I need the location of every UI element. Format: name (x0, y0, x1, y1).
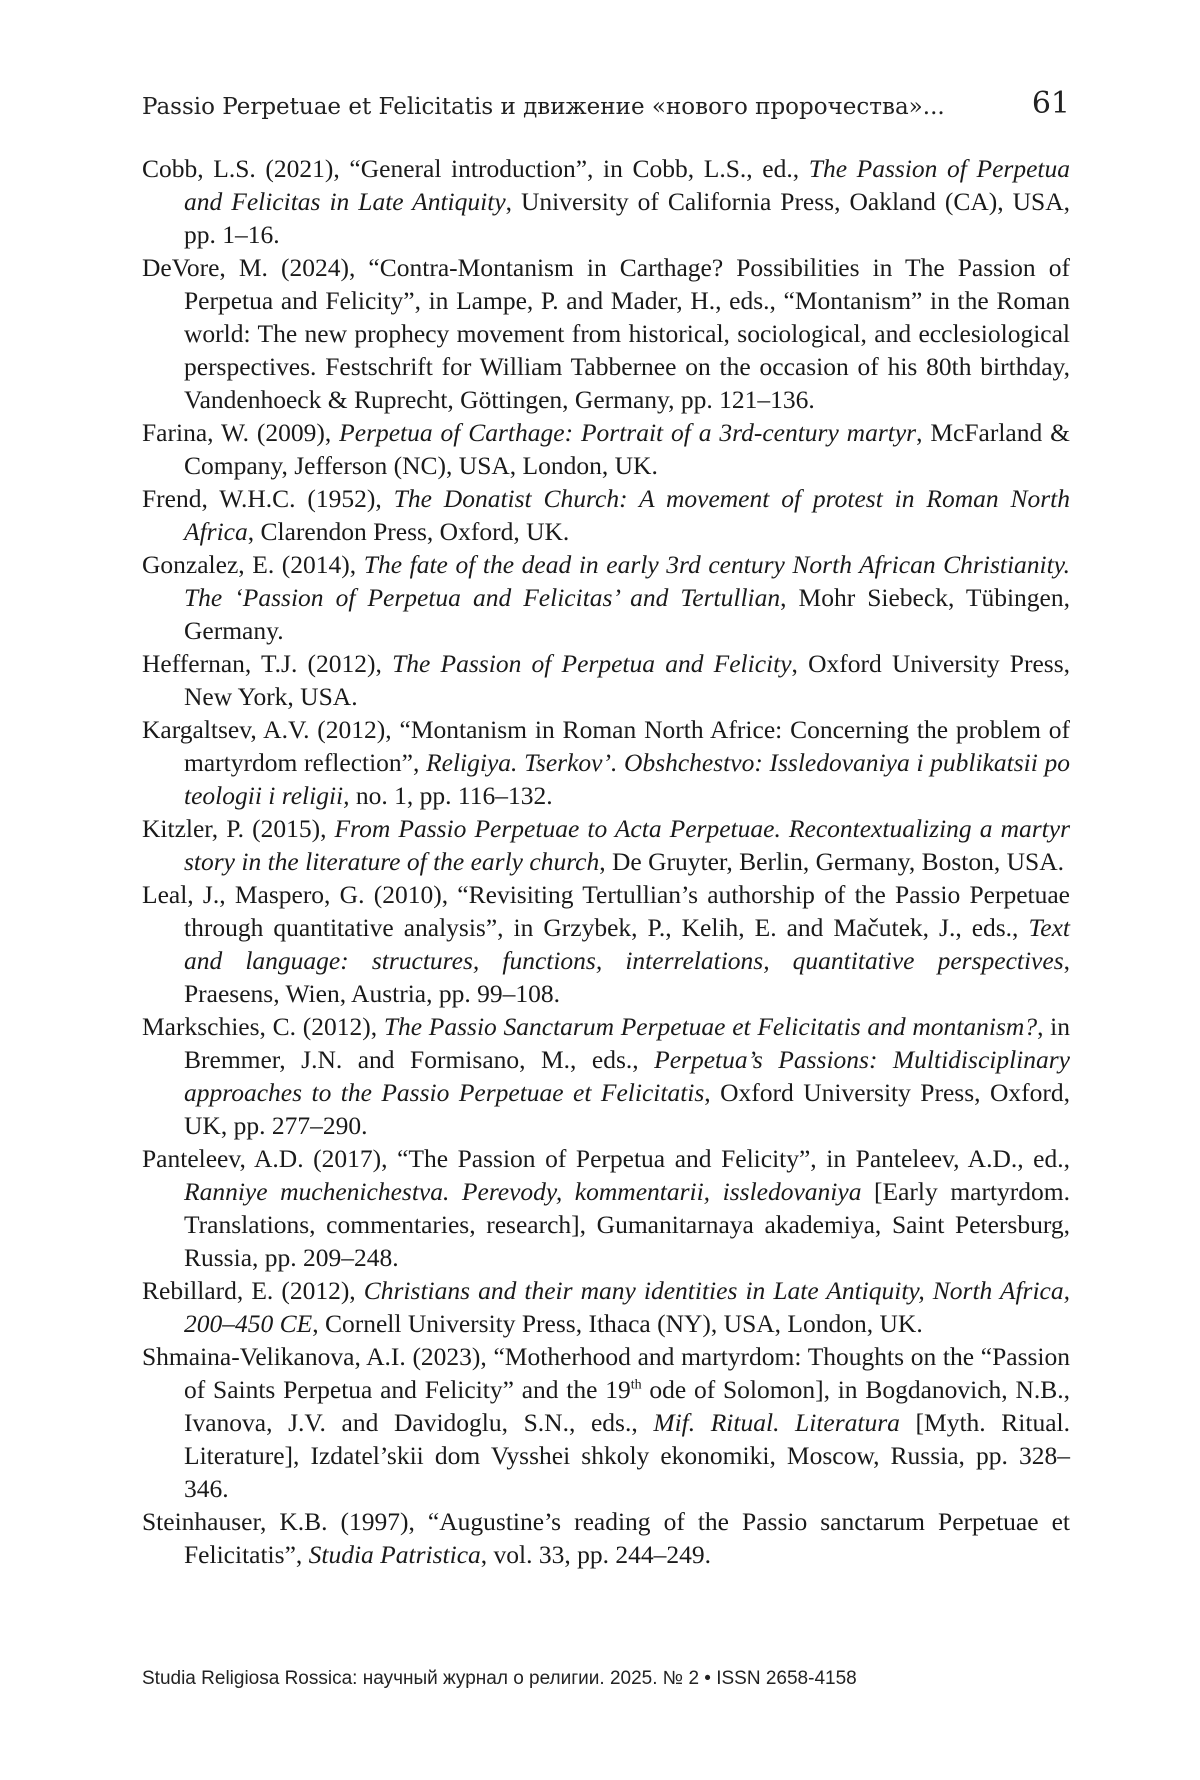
reference-text: , vol. 33, pp. 244–249. (480, 1540, 711, 1569)
reference-italic-title: The Passion of Perpetua and Felicity (392, 649, 792, 678)
reference-text: Panteleev, A.D. (2017), “The Passion of Perpetua and Felicity”, in Panteleev, A.D., ed., (142, 1144, 1070, 1173)
reference-text: Gonzalez, E. (2014), (142, 550, 364, 579)
reference-text: , Oxford University Press, New York, USA. (184, 649, 1071, 711)
reference-text: Steinhauser, K.B. (1997), “Augustine’s reading of the Passio sanctarum Perpetuae et Felicitatis”, (142, 1507, 1070, 1569)
reference-italic-title: Mif. Ritual. Literatura (653, 1408, 900, 1437)
reference-entry (142, 812, 1070, 878)
reference-text: Rebillard, E. (2012), (142, 1276, 364, 1305)
reference-text: , Clarendon Press, Oxford, UK. (247, 517, 570, 546)
reference-entry (142, 1505, 1070, 1571)
reference-text: DeVore, M. (2024), “Contra-Montanism in Carthage? Possibilities in The Passion of Perpetua and Felicity”, in Lampe, P. and Mader, H., eds., “Montanism” in the Roman world: The new prophecy movement from historical, sociological, and ecclesiological perspectives. Festschrift for William Tabbernee on the occasion of his 80th birthday, Vandenhoeck & Ruprecht, Göttingen, Germany, pp. 121–136. (142, 253, 1070, 414)
reference-text: [Early martyrdom. Translations, commentaries, research], Gumanitarnaya akademiya, Saint Petersburg, Russia, pp. 209–248. (184, 1177, 1070, 1272)
reference-entry (142, 1340, 1070, 1505)
reference-text: , Praesens, Wien, Austria, pp. 99–108. (184, 946, 1070, 1008)
reference-text: , Cornell University Press, Ithaca (NY), USA, London, UK. (312, 1309, 923, 1338)
reference-text: [Myth. Ritual. Literature], Izdatel’skii dom Vysshei shkoly ekonomiki, Moscow, Russia, pp. 328–346. (184, 1408, 1070, 1503)
reference-italic-title: Perpetua’s Passions: Multidisciplinary approaches to the Passio Perpetuae et Felicitatis (184, 1045, 1071, 1107)
reference-text: , Mohr Siebeck, Tübingen, Germany. (184, 583, 1070, 645)
reference-entry (142, 713, 1070, 812)
reference-italic-title: Christians and their many identities in Late Antiquity, North Africa, 200–450 CE (184, 1276, 1070, 1338)
reference-text: ode of Solomon], in Bogdanovich, N.B., Ivanova, J.V. and Davidoglu, S.N., eds., (184, 1375, 1071, 1437)
reference-text: Kitzler, P. (2015), (142, 814, 335, 843)
reference-entry (142, 482, 1070, 548)
reference-text: Cobb, L.S. (2021), “General introduction”, in Cobb, L.S., ed., (142, 154, 809, 183)
reference-italic-title: Religiya. Tserkov’. Obshchestvo: Issledovaniya i publikatsii po teologii i religii, (184, 748, 1070, 810)
reference-superscript: th (630, 1377, 642, 1393)
reference-italic-title: Text and language: structures, functions, interrelations, quantitative perspectives (184, 913, 1070, 975)
page-number: 61 (1031, 86, 1070, 121)
reference-text: Farina, W. (2009), (142, 418, 340, 447)
reference-text: Frend, W.H.C. (1952), (142, 484, 394, 513)
reference-italic-title: The Passio Sanctarum Perpetuae et Felicitatis and montanism? (383, 1012, 1038, 1041)
reference-entry (142, 878, 1070, 1010)
reference-entry (142, 548, 1070, 647)
running-header (142, 86, 1070, 126)
reference-italic-title: The Passion of Perpetua and Felicitas in Late Antiquity (184, 154, 1070, 216)
reference-italic-title: Perpetua of Carthage: Portrait of a 3rd-century martyr (339, 418, 917, 447)
reference-text: , De Gruyter, Berlin, Germany, Boston, USA. (599, 847, 1064, 876)
reference-text: , McFarland & Company, Jefferson (NC), USA, London, UK. (184, 418, 1070, 480)
reference-italic-title: The Donatist Church: A movement of protest in Roman North Africa (184, 484, 1071, 546)
reference-entry (142, 1010, 1070, 1142)
reference-entry (142, 1274, 1070, 1340)
reference-entry (142, 152, 1070, 251)
reference-entry (142, 1142, 1070, 1274)
reference-italic-title: Studia Patristica (308, 1540, 481, 1569)
reference-italic-title: From Passio Perpetuae to Acta Perpetuae. Recontextualizing a martyr story in the literature of the early church (184, 814, 1070, 876)
reference-text: Heffernan, T.J. (2012), (142, 649, 393, 678)
reference-entry (142, 647, 1070, 713)
reference-list (142, 152, 1070, 1571)
reference-text: no. 1, pp. 116–132. (349, 781, 553, 810)
reference-entry (142, 251, 1070, 416)
reference-text: , in Bremmer, J.N. and Formisano, M., eds., (184, 1012, 1071, 1074)
reference-text: , University of California Press, Oakland (CA), USA, pp. 1–16. (184, 187, 1071, 249)
reference-entry (142, 416, 1070, 482)
reference-text: Shmaina-Velikanova, A.I. (2023), “Motherhood and martyrdom: Thoughts on the “Passion of Saints Perpetua and Felicity” and the 19 (142, 1342, 1070, 1404)
journal-footer: Studia Religiosa Rossica: научный журнал о религии. 2025. № 2 • ISSN 2658-4158 (142, 1668, 857, 1689)
reference-text: Kargaltsev, A.V. (2012), “Montanism in Roman North Africe: Concerning the problem of martyrdom reflection”, (142, 715, 1070, 777)
running-title: Passio Perpetuae et Felicitatis и движение «нового пророчества»... (142, 94, 945, 120)
reference-text: , Oxford University Press, Oxford, UK, pp. 277–290. (184, 1078, 1070, 1140)
reference-text: Markschies, C. (2012), (142, 1012, 384, 1041)
reference-italic-title: Ranniye muchenichestva. Perevody, kommentarii, issledovaniya (184, 1177, 862, 1206)
reference-text: Leal, J., Maspero, G. (2010), “Revisiting Tertullian’s authorship of the Passio Perpetuae through quantitative analysis”, in Grzybek, P., Kelih, E. and Mačutek, J., eds., (142, 880, 1070, 942)
reference-italic-title: The fate of the dead in early 3rd century North African Christianity. The ‘Passion of Perpetua and Felicitas’ and Tertullian (184, 550, 1070, 612)
